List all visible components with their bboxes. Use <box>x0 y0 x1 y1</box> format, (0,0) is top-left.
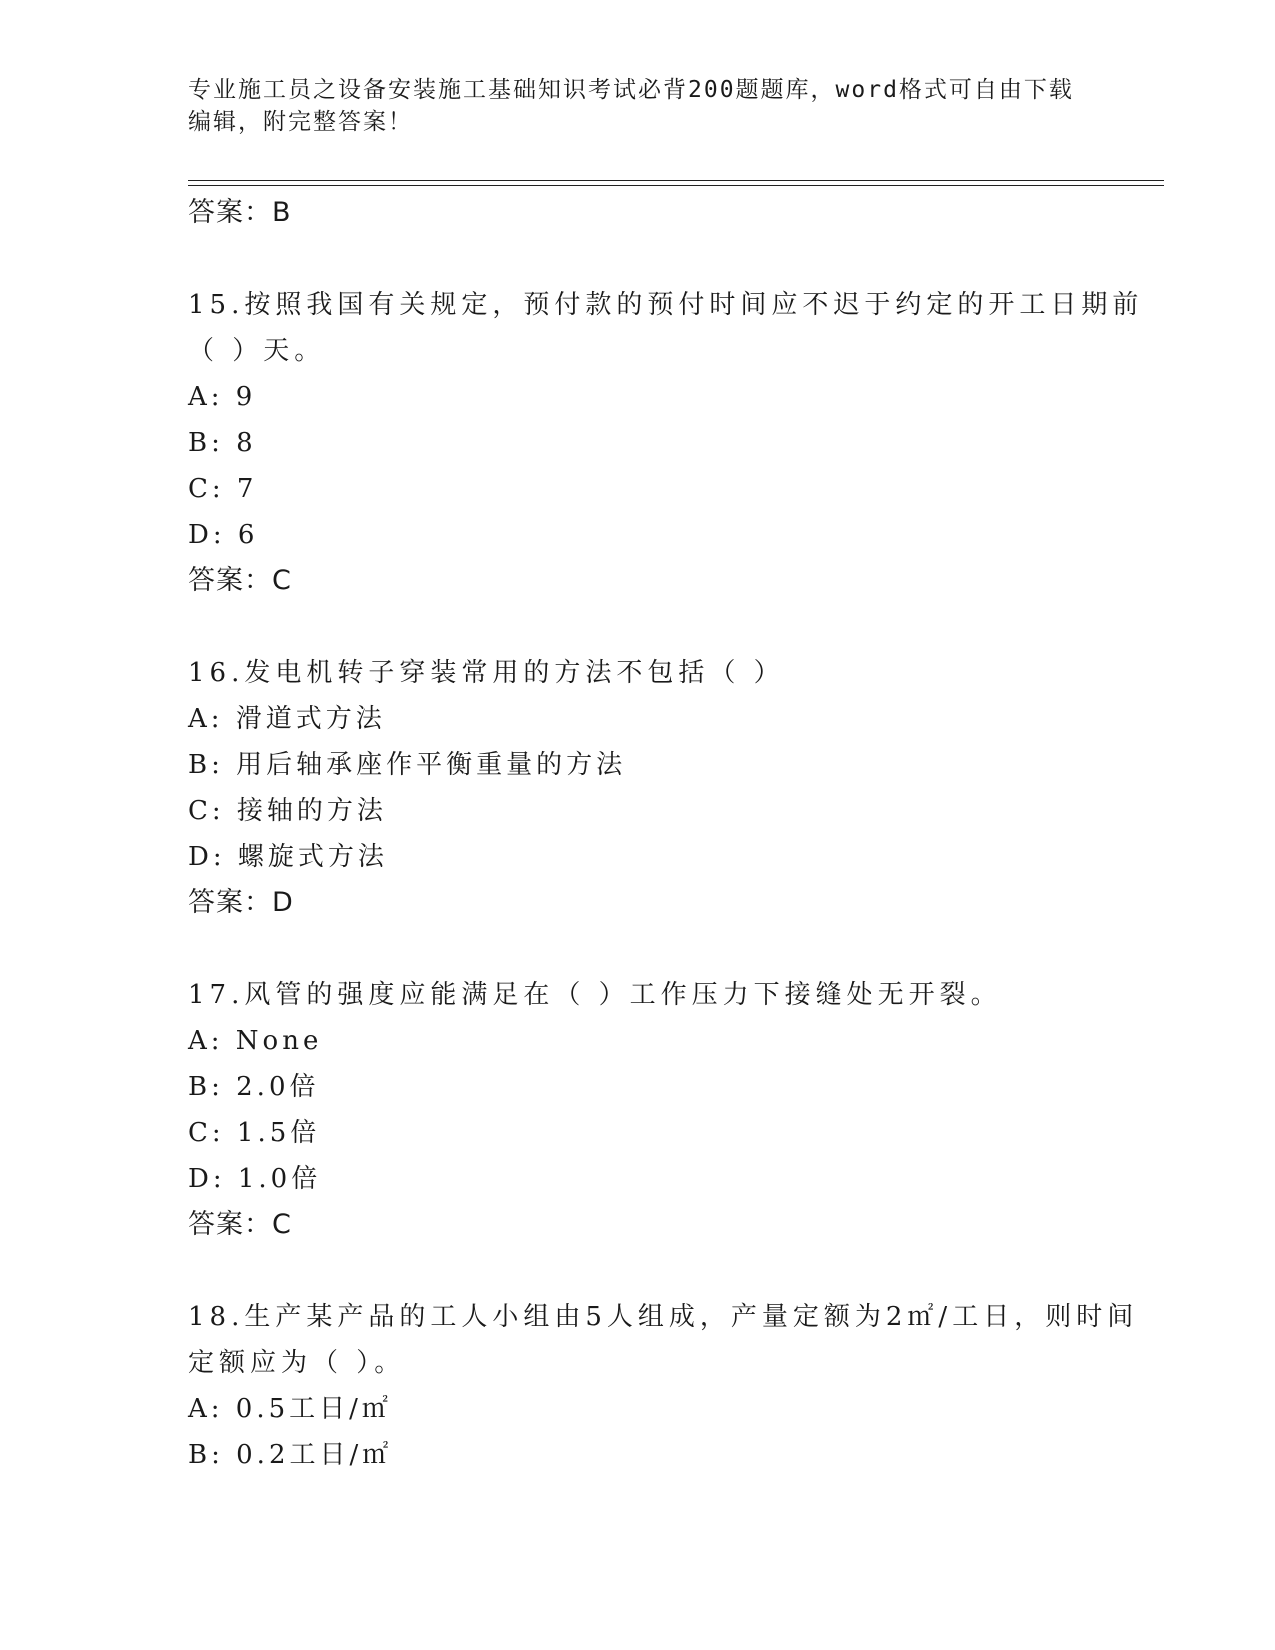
question-15 <box>188 282 1144 604</box>
option-c: C: 7 <box>188 474 258 504</box>
answer-line: 答案：D <box>188 887 294 918</box>
spacer <box>188 604 1088 650</box>
spacer <box>188 926 1088 972</box>
spacer <box>188 1248 1088 1294</box>
header-rule-top <box>188 180 1164 181</box>
option-c: C: 1.5倍 <box>188 1118 321 1148</box>
header-rule-bottom <box>188 185 1164 186</box>
option-b: B: 用后轴承座作平衡重量的方法 <box>188 750 627 780</box>
option-d: D: 6 <box>188 520 259 550</box>
question-text: 15.按照我国有关规定，预付款的预付时间应不迟于约定的开工日期前 <box>188 290 1144 320</box>
option-d: D: 螺旋式方法 <box>188 842 388 872</box>
answer-line: 答案：C <box>188 1209 292 1240</box>
question-18 <box>188 1294 1139 1478</box>
question-text: 17.风管的强度应能满足在（ ）工作压力下接缝处无开裂。 <box>188 980 1002 1010</box>
question-text: 定额应为（ ）。 <box>188 1348 406 1378</box>
option-b: B: 0.2工日/㎡ <box>188 1440 393 1470</box>
option-b: B: 2.0倍 <box>188 1072 320 1102</box>
option-b: B: 8 <box>188 428 257 458</box>
header-line-2: 编辑，附完整答案！ <box>188 109 413 135</box>
question-17 <box>188 972 1088 1248</box>
answer-line: 答案：B <box>188 197 292 228</box>
question-text: 18.生产某产品的工人小组由5人组成，产量定额为2㎡/工日，则时间 <box>188 1302 1139 1332</box>
option-a: A: 9 <box>188 382 257 412</box>
option-a: A: 0.5工日/㎡ <box>188 1394 392 1424</box>
document-header <box>188 74 1088 138</box>
question-text: 16.发电机转子穿装常用的方法不包括（ ） <box>188 658 785 688</box>
question-text: （ ）天。 <box>188 336 326 366</box>
option-a: A: None <box>188 1026 323 1056</box>
header-line-1: 专业施工员之设备安装施工基础知识考试必背200题题库，word格式可自由下载 <box>188 77 1074 103</box>
spacer <box>188 236 1088 282</box>
question-list <box>188 190 1144 1478</box>
option-a: A: 滑道式方法 <box>188 704 386 734</box>
question-16 <box>188 650 1088 926</box>
option-c: C: 接轴的方法 <box>188 796 387 826</box>
option-d: D: 1.0倍 <box>188 1164 322 1194</box>
answer-line: 答案：C <box>188 565 292 596</box>
